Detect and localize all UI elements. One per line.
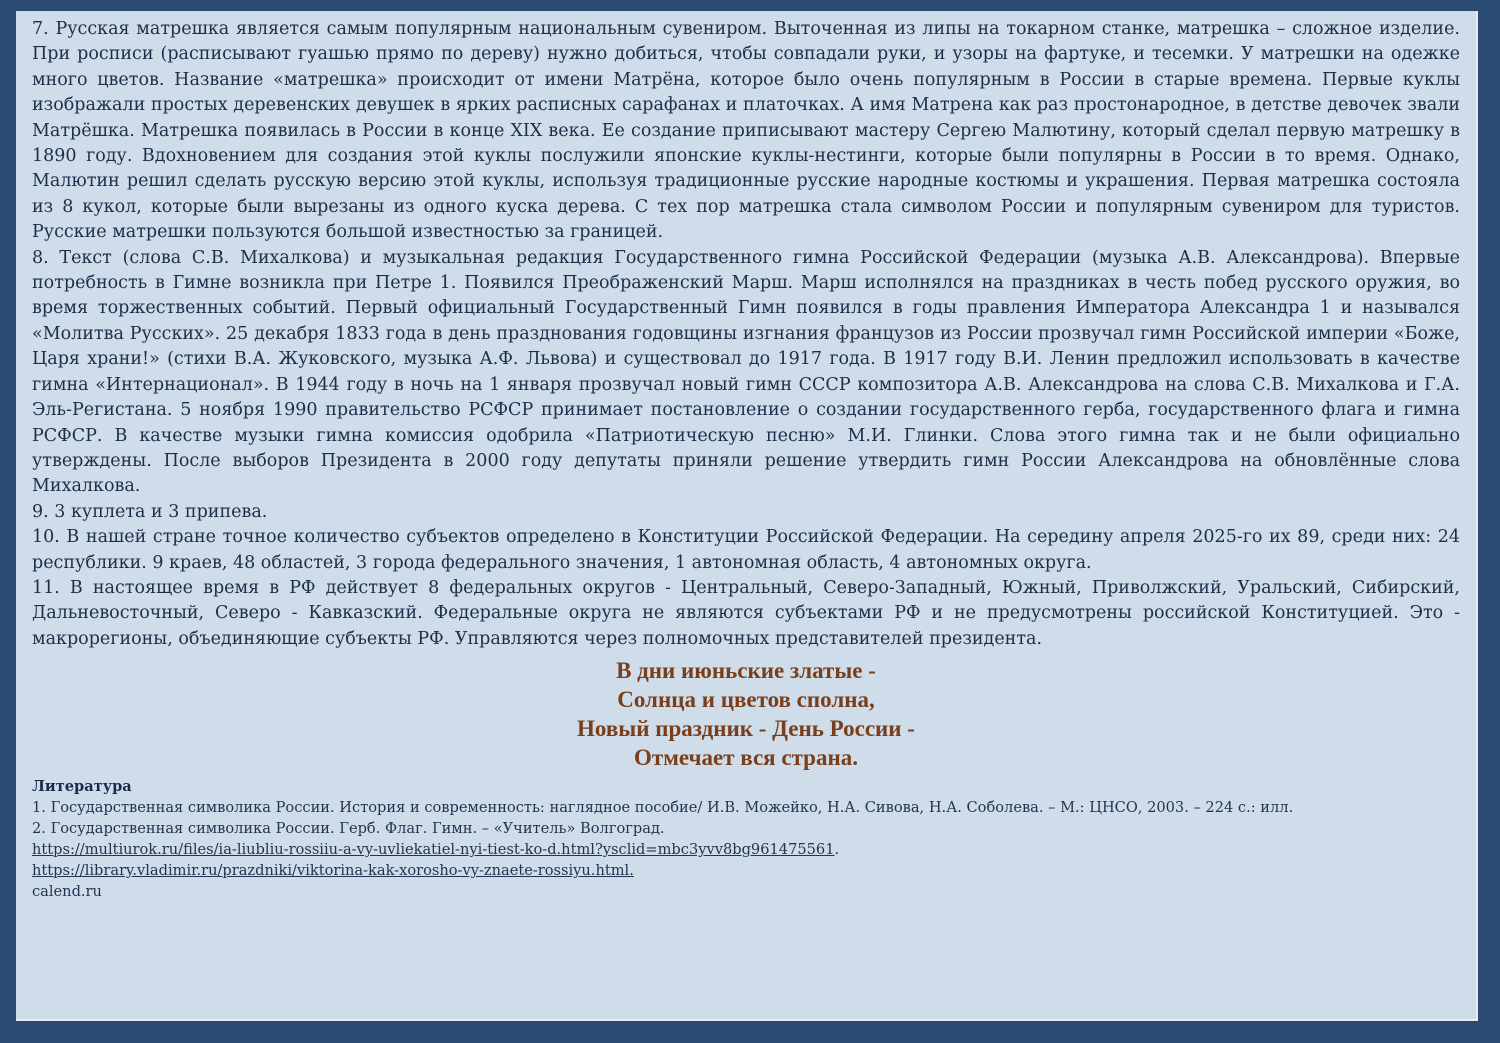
document-page: [16, 11, 1478, 1021]
literature-item-2: 2. Государственная символика России. Герб. Флаг. Гимн. – «Учитель» Волгоград.: [32, 820, 665, 838]
answer-9-paragraph: 9. 3 куплета и 3 припева.: [32, 501, 268, 522]
answer-7-paragraph: 7. Русская матрешка является самым популярным национальным сувениром. Выточенная из липы на токарном станке, матрешка – сложное изделие. При росписи (расписывают гуашью прямо по дереву) нужно добиться, чтобы совпадали руки, и узоры на фартуке, и тесемки. У матрешки на одежке много цветов. Название «матрешка» происходит от имени Матрёна, которое было очень популярным в России в старые времена. Первые куклы изображали простых деревенских девушек в ярких расписных сарафанах и платочках. А имя Матрена как раз простонародное, в детстве девочек звали Матрёшка. Матрешка появилась в России в конце XIX века. Ее создание приписывают мастеру Сергею Малютину, который сделал первую матрешку в 1890 году. Вдохновением для создания этой куклы послужили японские куклы-нестинги, которые были популярны в России в то время. Однако, Малютин решил сделать русскую версию этой куклы, используя традиционные русские народные костюмы и украшения. Первая матрешка состояла из 8 кукол, которые были вырезаны из одного куска дерева. С тех пор матрешка стала символом России и популярным сувениром для туристов. Русские матрешки пользуются большой известностью за границей.: [32, 19, 1460, 243]
literature-link-row-1: [32, 839, 1460, 860]
literature-item-1: 1. Государственная символика России. История и современность: наглядное пособие/ И.В. Можейко, Н.А. Сивова, Н.А. Соболева. – М.: ЦНСО, 2003. – 224 с.: илл.: [32, 799, 1294, 817]
answer-10-paragraph: 10. В нашей стране точное количество субъектов определено в Конституции Российской Федерации. На середину апреля 2025-го их 89, среди них: 24 республики. 9 краев, 48 областей, 3 города федерального значения, 1 автономная область, 4 автономных округа.: [32, 527, 1460, 573]
poem-line: Новый праздник - День России -: [577, 716, 915, 742]
library-vladimir-link[interactable]: https://library.vladimir.ru/prazdniki/viktorina-kak-xorosho-vy-znaete-rossiyu.html.: [32, 862, 634, 880]
literature-section: [32, 776, 1460, 902]
poem-line: Отмечает вся страна.: [634, 745, 858, 771]
literature-source: calend.ru: [32, 883, 102, 901]
poem-line: Солнца и цветов сполна,: [617, 687, 875, 713]
answers-text: [32, 17, 1460, 652]
answer-11-paragraph: 11. В настоящее время в РФ действует 8 федеральных округов - Центральный, Северо-Западный, Южный, Приволжский, Уральский, Сибирский, Дальневосточный, Северо - Кавказский. Федеральные округа не являются субъектами РФ и не предусмотрены российской Конституцией. Это - макрорегионы, объединяющие субъекты РФ. Управляются через полномочных представителей президента.: [32, 577, 1460, 649]
poem-line: В дни июньские златые -: [616, 658, 876, 684]
link-suffix: .: [834, 841, 840, 859]
literature-link-row-2: [32, 860, 1460, 881]
literature-heading: Литература: [32, 778, 132, 796]
answer-8-paragraph: 8. Текст (слова С.В. Михалкова) и музыкальная редакция Государственного гимна Российской Федерации (музыка А.В. Александрова). Впервые потребность в Гимне возникла при Петре 1. Появился Преображенский Марш. Марш исполнялся на праздниках в честь побед русского оружия, во время торжественных событий. Первый официальный Государственный Гимн появился в годы правления Императора Александра 1 и назывался «Молитва Русских». 25 декабря 1833 года в день празднования годовщины изгнания французов из России прозвучал гимн Российской империи «Боже, Царя храни!» (стихи В.А. Жуковского, музыка А.Ф. Львова) и существовал до 1917 года. В 1917 году В.И. Ленин предложил использовать в качестве гимна «Интернационал». В 1944 году в ночь на 1 января прозвучал новый гимн СССР композитора А.В. Александрова на слова С.В. Михалкова и Г.А. Эль-Регистана. 5 ноября 1990 правительство РСФСР принимает постановление о создании государственного герба, государственного флага и гимна РСФСР. В качестве музыки гимна комиссия одобрила «Патриотическую песню» М.И. Глинки. Слова этого гимна так и не были официально утверждены. После выборов Президента в 2000 году депутаты приняли решение утвердить гимн России Александрова на обновлённые слова Михалкова.: [32, 247, 1460, 497]
multiurok-link[interactable]: https://multiurok.ru/files/ia-liubliu-rossiiu-a-vy-uvliekatiel-nyi-tiest-ko-d.html?ysclid=mbc3yvv8bg961475561: [32, 841, 835, 859]
poem: [32, 656, 1460, 772]
